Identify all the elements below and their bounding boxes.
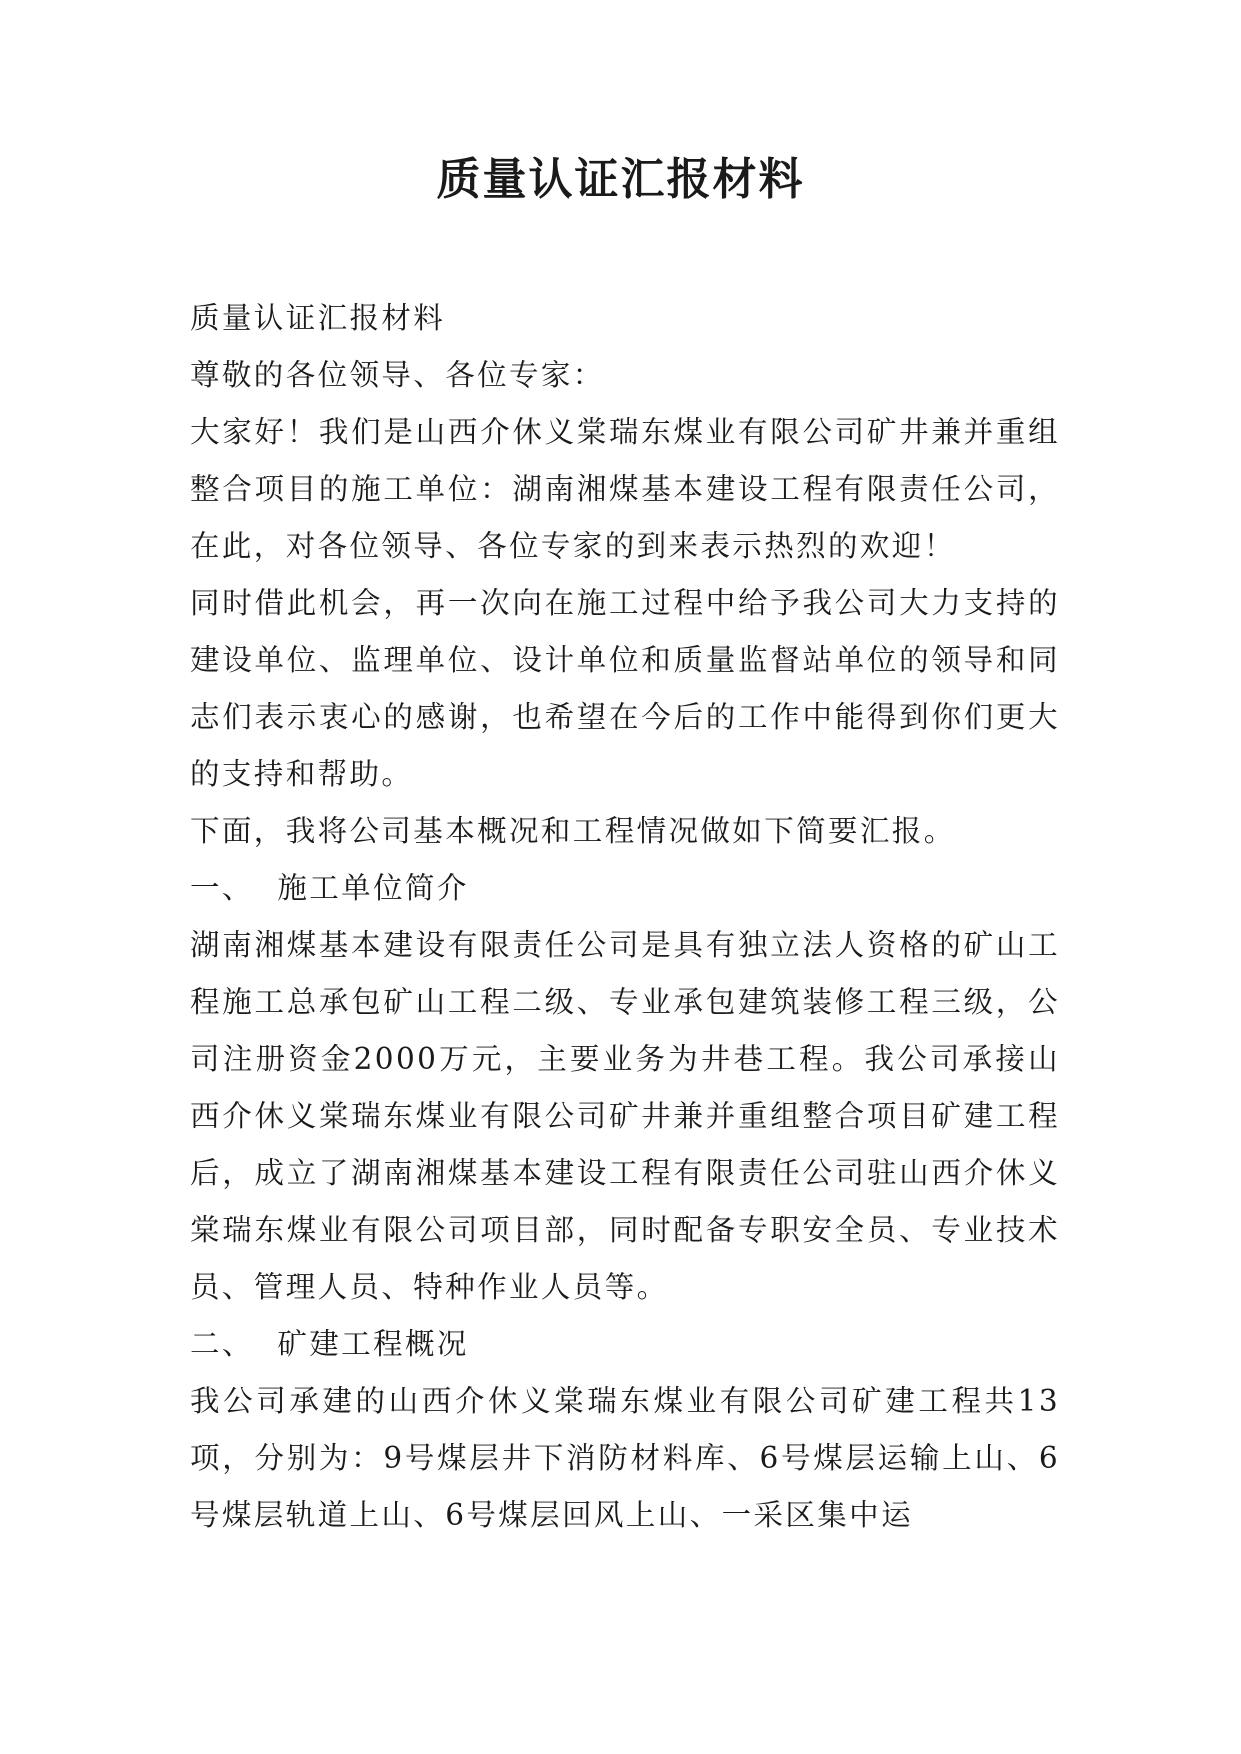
paragraph-welcome: 大家好！我们是山西介休义棠瑞东煤业有限公司矿井兼并重组整合项目的施工单位：湖南湘煤基本建设工程有限责任公司，在此，对各位领导、各位专家的到来表示热烈的欢迎！ [190,415,1060,563]
paragraph-intro: 下面，我将公司基本概况和工程情况做如下简要汇报。 [190,814,956,848]
document-title: 质量认证汇报材料 [436,154,805,205]
paragraph-subtitle: 质量认证汇报材料 [190,301,446,335]
paragraph-salutation: 尊敬的各位领导、各位专家： [190,358,605,392]
paragraph-project-overview: 我公司承建的山西介休义棠瑞东煤业有限公司矿建工程共13项，分别为：9号煤层井下消防材料库、6号煤层运输上山、6号煤层轨道上山、6号煤层回风上山、一采区集中运 [190,1384,1060,1532]
document-body [190,290,1060,1544]
paragraph-company-profile: 湖南湘煤基本建设有限责任公司是具有独立法人资格的矿山工程施工总承包矿山工程二级、专业承包建筑装修工程三级，公司注册资金2000万元，主要业务为井巷工程。我公司承接山西介休义棠瑞东煤业有限公司矿井兼并重组整合项目矿建工程后，成立了湖南湘煤基本建设工程有限责任公司驻山西介休义棠瑞东煤业有限公司项目部，同时配备专职安全员、专业技术员、管理人员、特种作业人员等。 [190,928,1060,1304]
paragraph-thanks: 同时借此机会，再一次向在施工过程中给予我公司大力支持的建设单位、监理单位、设计单位和质量监督站单位的领导和同志们表示衷心的感谢，也希望在今后的工作中能得到你们更大的支持和帮助。 [190,586,1060,791]
section-heading-2: 二、 矿建工程概况 [190,1327,469,1361]
section-heading-1: 一、 施工单位简介 [190,871,469,905]
